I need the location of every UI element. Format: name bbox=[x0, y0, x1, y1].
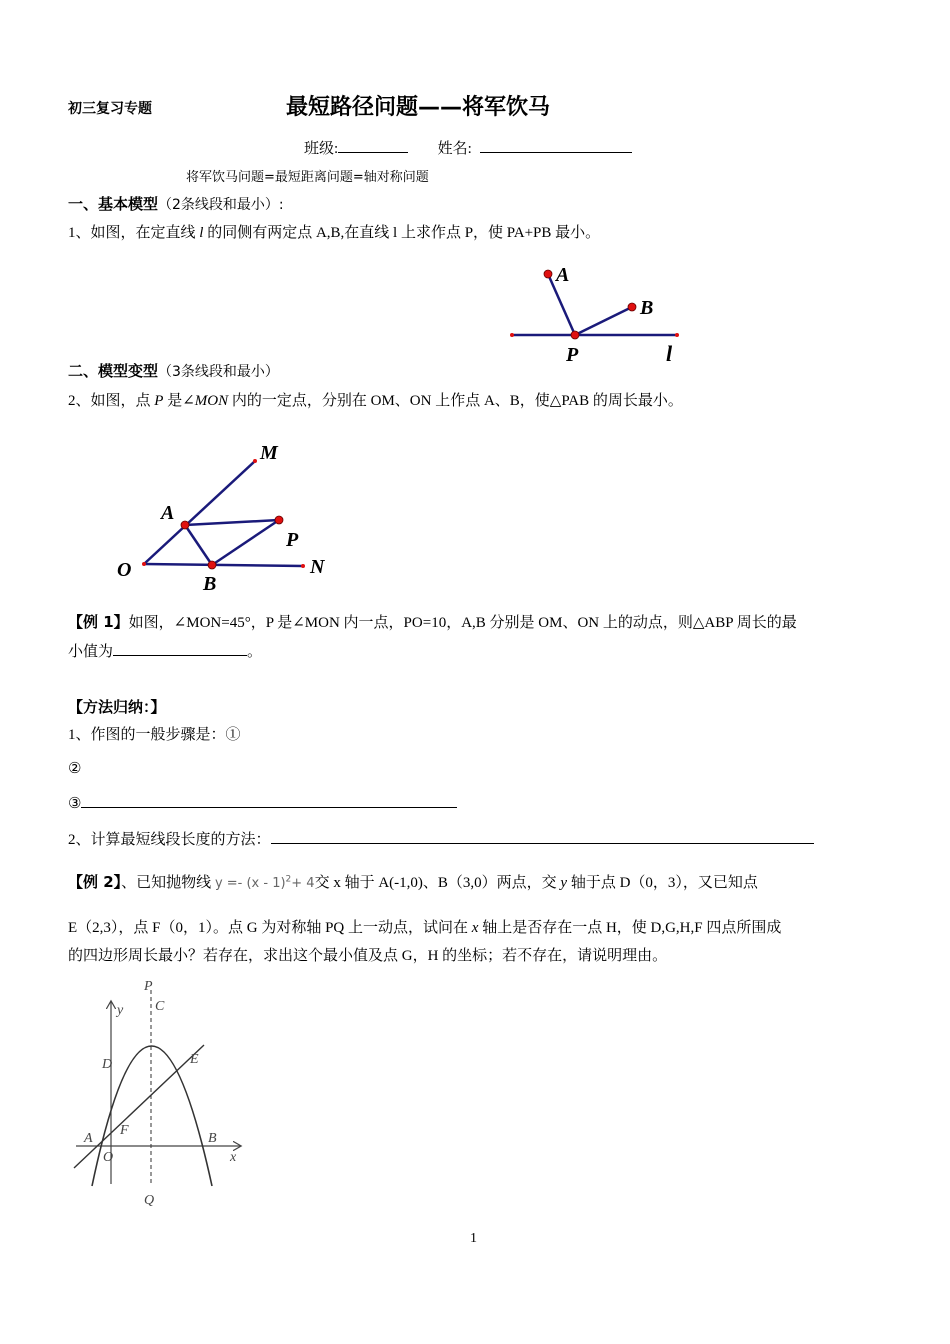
segment-ab bbox=[185, 525, 212, 565]
subtitle: 将军饮马问题=最短距离问题=轴对称问题 bbox=[186, 170, 429, 185]
label-a: A bbox=[161, 502, 175, 524]
section1-heading-text: 一、基本模型 bbox=[68, 195, 159, 213]
example-2-prefix: 、已知抛物线 bbox=[121, 875, 212, 891]
example-1-line1 bbox=[68, 611, 797, 632]
name-label: 姓名: bbox=[437, 141, 472, 157]
line-l-end-right bbox=[675, 333, 679, 337]
label-m: M bbox=[260, 442, 278, 464]
problem-2-var-p: P bbox=[154, 393, 164, 409]
problem-2-prefix: 2、如图，点 bbox=[68, 393, 151, 409]
label-a: A bbox=[556, 264, 570, 286]
formula-main: y =- (x - 1) bbox=[214, 876, 286, 891]
problem-1-var-l: l bbox=[199, 225, 204, 241]
label-n: N bbox=[310, 556, 325, 578]
segment-bp bbox=[575, 307, 632, 335]
name-blank[interactable] bbox=[480, 138, 632, 153]
label-b: B bbox=[203, 573, 217, 595]
label-l: l bbox=[666, 341, 673, 366]
point-a bbox=[181, 521, 189, 529]
formula-tail: + 4 bbox=[291, 876, 315, 891]
example-2-line3: 的四边形周长最小？若存在，求出这个最小值及点 G，H 的坐标；若不存在，请说明理由。 bbox=[68, 948, 668, 964]
example-1-line2 bbox=[68, 640, 262, 661]
method-calc-line bbox=[68, 828, 814, 849]
method-step3-line bbox=[68, 793, 457, 813]
example-1-answer-blank[interactable] bbox=[113, 641, 247, 656]
point-a bbox=[544, 270, 552, 278]
problem-1-suffix: 的同侧有两定点 A,B,在直线 l 上求作点 P，使 PA+PB 最小。 bbox=[207, 225, 601, 241]
section1-heading bbox=[68, 193, 284, 214]
method-calc-blank[interactable] bbox=[271, 829, 814, 844]
class-name-line bbox=[304, 137, 632, 158]
figure-basic-model bbox=[500, 255, 700, 370]
header-tag: 初三复习专题 bbox=[68, 101, 152, 117]
example-2-suffix: 轴于点 D（0，3），又已知点 bbox=[570, 875, 758, 891]
label-q: Q bbox=[144, 1193, 155, 1208]
line-ef bbox=[74, 1045, 204, 1168]
example-1-text: 如图，∠MON=45°，P 是∠MON 内一点，PO=10，A,B 分别是 OM、ON 上的动点，则△ABP 周长的最 bbox=[128, 615, 797, 631]
problem-2-mid: 是∠ bbox=[167, 393, 195, 409]
label-f: F bbox=[120, 1123, 129, 1138]
formula-exponent: 2 bbox=[285, 874, 292, 885]
method-step2: ② bbox=[68, 761, 82, 777]
method-heading: 【方法归纳：】 bbox=[68, 698, 166, 716]
class-blank[interactable] bbox=[338, 138, 408, 153]
section2-heading bbox=[68, 360, 279, 381]
label-o: O bbox=[117, 559, 132, 581]
page-title: 最短路径问题——将军饮马 bbox=[286, 95, 551, 120]
point-p bbox=[275, 516, 283, 524]
problem-2-suffix: 内的一定点，分别在 OM、ON 上作点 A、B，使△PAB 的周长最小。 bbox=[231, 393, 683, 409]
label-x: x bbox=[230, 1150, 237, 1165]
example-2-mid: 交 x 轴于 A(-1,0)、B（3,0）两点，交 bbox=[314, 875, 557, 891]
method-step3-blank[interactable] bbox=[81, 793, 457, 808]
problem-2-var-mon: MON bbox=[194, 393, 229, 409]
page-number: 1 bbox=[470, 1231, 477, 1246]
label-a: A bbox=[84, 1131, 93, 1146]
example-2-var-x: x bbox=[471, 920, 479, 936]
example-1-answer-prefix: 小值为 bbox=[68, 644, 114, 660]
ray-on bbox=[144, 564, 303, 566]
label-e: E bbox=[190, 1052, 199, 1067]
label-b: B bbox=[208, 1131, 217, 1146]
label-p: P bbox=[144, 979, 153, 994]
label-o: O bbox=[103, 1150, 114, 1165]
point-b bbox=[628, 303, 636, 311]
section1-heading-note: （2条线段和最小）: bbox=[158, 197, 284, 213]
figure-variant-model bbox=[105, 430, 345, 600]
parabola-formula bbox=[215, 876, 315, 891]
point-p bbox=[571, 331, 579, 339]
label-p: P bbox=[566, 344, 579, 366]
example-1-tag: 【例 1】 bbox=[68, 613, 129, 631]
method-step1: 1、作图的一般步骤是：① bbox=[68, 727, 241, 743]
label-y: y bbox=[117, 1003, 124, 1018]
example-2-line2-prefix: E（2,3），点 F（0，1）。点 G 为对称轴 PQ 上一动点，试问在 bbox=[68, 920, 469, 936]
method-step3: ③ bbox=[68, 796, 82, 812]
segment-pb bbox=[212, 520, 279, 565]
section2-heading-text: 二、模型变型 bbox=[68, 362, 159, 380]
point-b bbox=[208, 561, 216, 569]
point-n bbox=[301, 564, 305, 568]
example-2-tag: 【例 2】 bbox=[68, 873, 122, 891]
label-c: C bbox=[155, 999, 165, 1014]
problem-1 bbox=[68, 221, 600, 242]
line-l-end-left bbox=[510, 333, 514, 337]
example-2-var-y: y bbox=[560, 875, 568, 891]
example-2-line2 bbox=[68, 916, 781, 937]
problem-1-prefix: 1、如图，在定直线 bbox=[68, 225, 196, 241]
problem-2 bbox=[68, 389, 683, 410]
example-2-line1 bbox=[68, 871, 758, 892]
method-calc: 2、计算最短线段长度的方法： bbox=[68, 832, 271, 848]
figure-parabola bbox=[66, 978, 256, 1214]
segment-ap bbox=[185, 520, 279, 525]
label-b: B bbox=[640, 297, 654, 319]
point-m bbox=[253, 459, 257, 463]
label-p: P bbox=[286, 529, 299, 551]
class-label: 班级: bbox=[304, 141, 339, 157]
section2-heading-note: （3条线段和最小） bbox=[158, 364, 279, 380]
label-d: D bbox=[102, 1057, 113, 1072]
point-o bbox=[142, 562, 146, 566]
example-2-line2-suffix: 轴上是否存在一点 H，使 D,G,H,F 四点所围成 bbox=[482, 920, 782, 936]
example-1-answer-suffix: 。 bbox=[247, 644, 263, 660]
